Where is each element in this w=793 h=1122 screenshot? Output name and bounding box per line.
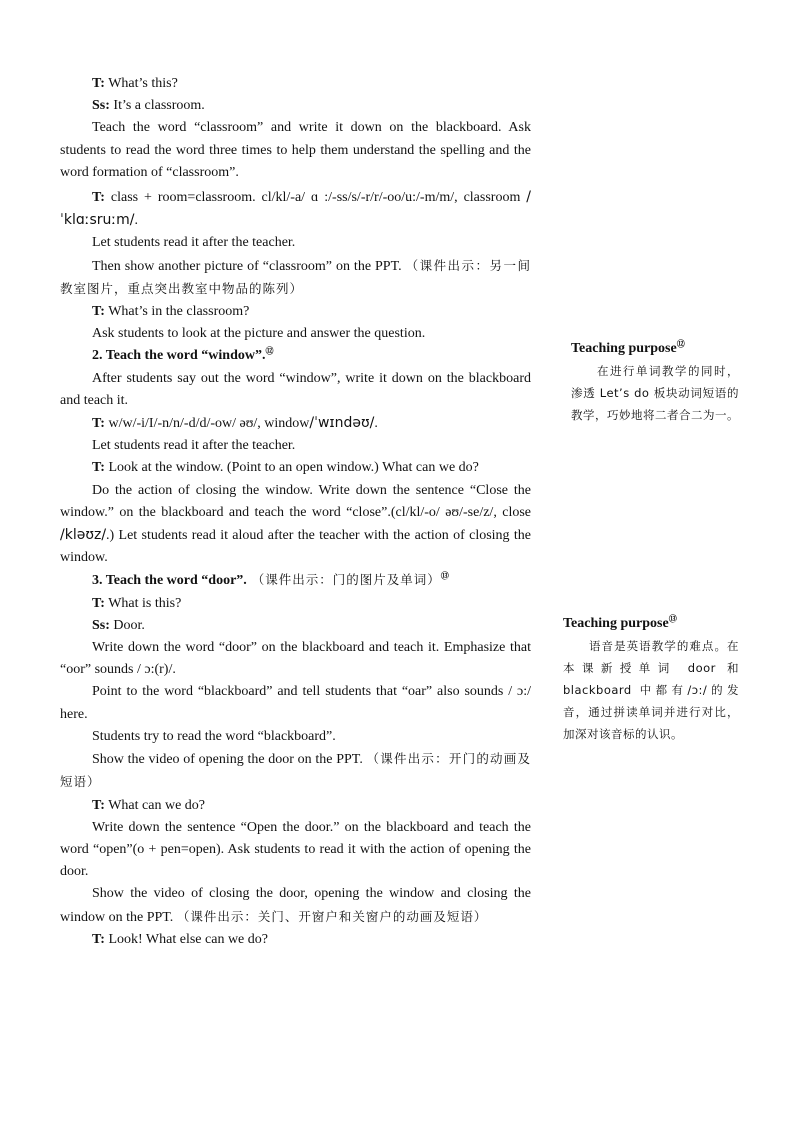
heading-text: 3. Teach the word “door”.: [92, 573, 247, 589]
footnote-marker: ⑬: [668, 614, 677, 624]
speaker-label: T:: [92, 76, 105, 91]
dialogue-text: It’s a classroom.: [109, 98, 205, 114]
ipa-transcription: /ˈklɑːsruːm/: [60, 189, 531, 229]
note-title-text: Teaching purpose: [563, 616, 669, 631]
punctuation: .: [134, 213, 138, 229]
dialogue-line: [60, 795, 531, 817]
courseware-note: （课件出示：开门的动画及短语）: [60, 751, 531, 790]
dialogue-text: Look at the window. (Point to an open window.) What can we do?: [104, 460, 479, 476]
paragraph: [60, 480, 531, 570]
note-title: [571, 338, 739, 360]
paragraph: Let students read it after the teacher.: [92, 235, 296, 251]
dialogue-text: w/w/-i/I/-n/n/-d/d/-ow/ əʊ/, window: [104, 416, 310, 432]
ipa-transcription: /ˈwɪndəʊ/: [309, 415, 375, 432]
paragraph-text: Show the video of opening the door on the PPT.: [92, 752, 367, 768]
dialogue-line: [60, 301, 531, 323]
paragraph: After students say out the word “window”, write it down on the blackboard and teach it.: [60, 370, 531, 408]
dialogue-text: What’s in the classroom?: [104, 304, 250, 320]
speaker-label: Ss:: [92, 617, 110, 633]
paragraph: Write down the sentence “Open the door.” on the blackboard and teach the word “open”(o + pen=open). Ask students to read it with the action of opening the door.: [60, 819, 531, 880]
note-title-text: Teaching purpose: [571, 341, 677, 356]
speaker-label: T:: [92, 416, 105, 432]
dialogue-text: What can we do?: [104, 797, 205, 813]
main-text-column: [60, 73, 531, 951]
paragraph-text: .) Let students read it aloud after the teacher with the action of closing the window.: [60, 528, 531, 566]
paragraph: Point to the word “blackboard” and tell students that “oar” also sounds / ɔ:/ here.: [60, 684, 531, 722]
dialogue-line: [60, 929, 531, 951]
paragraph: [60, 748, 531, 794]
paragraph: Ask students to look at the picture and answer the question.: [92, 326, 426, 342]
teaching-purpose-note: [563, 613, 739, 745]
paragraph-text: Do the action of closing the window. Write down the sentence “Close the window.” on the blackboard and teach the word “close”.(cl/kl/-o/ əʊ/-se/z/, close: [60, 482, 531, 520]
dialogue-line: [60, 593, 531, 615]
paragraph: Let students read it after the teacher.: [92, 438, 296, 454]
section-heading: [60, 345, 531, 367]
speaker-label: T:: [92, 190, 105, 206]
dialogue-line: [60, 615, 531, 637]
note-body: 在进行单词教学的同时，渗透 Let’s do 板块动词短语的教学，巧妙地将二者合二为一。: [571, 364, 739, 422]
dialogue-text: Door.: [109, 617, 145, 633]
dialogue-line: [60, 73, 531, 95]
ipa-transcription: /kləʊz/: [60, 527, 107, 544]
punctuation: .: [374, 416, 378, 432]
dialogue-text: What is this?: [104, 595, 182, 611]
section-heading: [60, 569, 531, 592]
heading-text: 2. Teach the word “window”.: [92, 348, 266, 364]
speaker-label: T:: [92, 797, 105, 813]
speaker-label: Ss:: [92, 98, 110, 114]
courseware-note: （课件出示：门的图片及单词）: [246, 572, 441, 588]
paragraph: Write down the word “door” on the blackboard and teach it. Emphasize that “oor” sounds / ɔ:(r)/.: [60, 640, 531, 678]
dialogue-line: [60, 186, 531, 232]
paragraph: [60, 883, 531, 928]
speaker-label: T:: [92, 460, 105, 476]
speaker-label: T:: [92, 931, 105, 947]
dialogue-text: What’s this?: [104, 76, 178, 91]
speaker-label: T:: [92, 304, 105, 320]
teaching-purpose-note: [571, 338, 739, 426]
footnote-marker: ⑫: [676, 339, 685, 349]
paragraph: [60, 255, 531, 301]
dialogue-text: class + room=classroom. cl/kl/-a/ ɑ :/-ss/s/-r/r/-oo/u:/-m/m/, classroom: [104, 190, 521, 206]
note-body: 语音是英语教学的难点。在本课新授单词 door 和 blackboard 中都有/ɔ:/的发音，通过拼读单词并进行对比，加深对该音标的认识。: [563, 639, 739, 741]
dialogue-line: [60, 412, 531, 435]
paragraph: Teach the word “classroom” and write it down on the blackboard. Ask students to read the word three times to help them understand the spelling and the word formation of “classroom”.: [60, 120, 531, 180]
dialogue-text: Look! What else can we do?: [104, 931, 268, 947]
paragraph-text: Show the video of closing the door, opening the window and closing the window on the PPT.: [60, 886, 531, 925]
courseware-note: （课件出示：关门、开窗户和关窗户的动画及短语）: [176, 908, 488, 924]
footnote-marker: ⑫: [265, 346, 274, 356]
footnote-marker: ⑬: [440, 571, 449, 581]
dialogue-line: [60, 457, 531, 479]
paragraph-text: Then show another picture of “classroom” on the PPT.: [92, 258, 406, 274]
note-title: [563, 613, 739, 635]
dialogue-line: [60, 95, 531, 117]
paragraph: Students try to read the word “blackboard”.: [92, 728, 336, 744]
courseware-note: （课件出示：另一间教室图片，重点突出教室中物品的陈列）: [60, 257, 531, 296]
speaker-label: T:: [92, 595, 105, 611]
